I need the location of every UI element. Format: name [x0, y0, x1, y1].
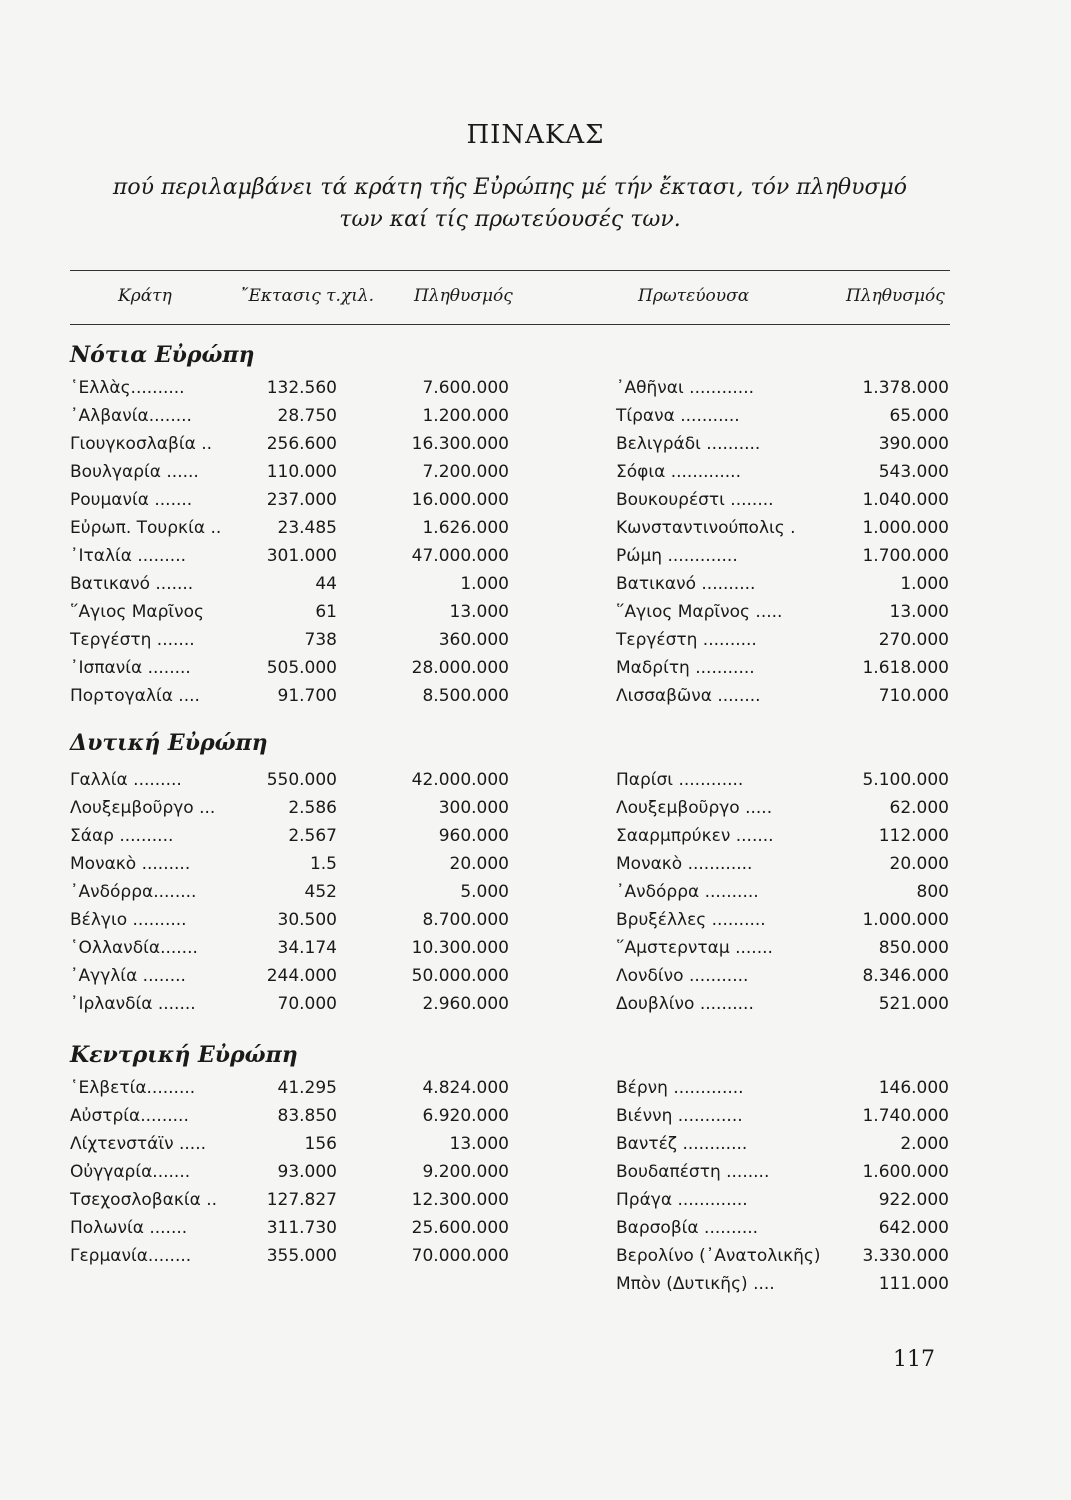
state-name: Αὐστρία.........	[70, 1106, 189, 1126]
state-population: 4.824.000	[422, 1078, 509, 1098]
table-row	[0, 490, 1071, 518]
capital-name: Τίρανα ...........	[616, 406, 740, 426]
subtitle-line-2: των καί τίς πρωτεύουσές των.	[339, 207, 681, 232]
state-name: ᾿Ιταλία .........	[70, 546, 187, 566]
state-name: ῾Ελβετία.........	[70, 1078, 196, 1098]
capital-population: 62.000	[889, 798, 949, 818]
capital-name: Λισσαβῶνα ........	[616, 686, 761, 706]
capital-population: 642.000	[878, 1218, 949, 1238]
table-row	[0, 770, 1071, 798]
state-name: Ρουμανία .......	[70, 490, 193, 510]
state-area: 110.000	[266, 462, 337, 482]
capital-name: Βελιγράδι ..........	[616, 434, 761, 454]
capital-name: ᾿Αθῆναι ............	[616, 378, 755, 398]
state-name: ῾Ελλὰς..........	[70, 378, 185, 398]
header-top-rule	[70, 270, 950, 271]
state-name: Μονακὸ .........	[70, 854, 191, 874]
capital-name: Βουκουρέστι ........	[616, 490, 774, 510]
state-area: 244.000	[266, 966, 337, 986]
page-title: ΠΙΝΑΚΑΣ	[466, 120, 605, 150]
state-area: 34.174	[277, 938, 337, 958]
state-population: 8.500.000	[422, 686, 509, 706]
table-row	[0, 546, 1071, 574]
capital-population: 20.000	[889, 854, 949, 874]
state-area: 550.000	[266, 770, 337, 790]
capital-name: Μπὸν (Δυτικῆς) ....	[616, 1274, 775, 1294]
page-number: 117	[893, 1347, 935, 1372]
column-header-population: Πληθυσμός	[414, 286, 513, 306]
section-title-south-europe: Νότια Εὐρώπη	[70, 342, 255, 368]
state-name: Βουλγαρία ......	[70, 462, 199, 482]
capital-population: 13.000	[889, 602, 949, 622]
column-header-capital: Πρωτεύουσα	[638, 286, 750, 306]
capital-population: 800	[916, 882, 949, 902]
capital-name: Μονακὸ ............	[616, 854, 753, 874]
capital-name: Βρυξέλλες ..........	[616, 910, 766, 930]
state-area: 2.567	[288, 826, 337, 846]
table-row	[0, 630, 1071, 658]
table-row	[0, 574, 1071, 602]
capital-population: 543.000	[878, 462, 949, 482]
state-area: 505.000	[266, 658, 337, 678]
capital-population: 850.000	[878, 938, 949, 958]
state-population: 9.200.000	[422, 1162, 509, 1182]
state-area: 132.560	[266, 378, 337, 398]
capital-population: 521.000	[878, 994, 949, 1014]
capital-population: 1.600.000	[862, 1162, 949, 1182]
state-name: ᾿Αλβανία........	[70, 406, 192, 426]
state-population: 50.000.000	[411, 966, 509, 986]
state-population: 20.000	[449, 854, 509, 874]
state-area: 83.850	[277, 1106, 337, 1126]
state-population: 13.000	[449, 1134, 509, 1154]
state-name: Γαλλία .........	[70, 770, 182, 790]
state-population: 1.626.000	[422, 518, 509, 538]
state-population: 1.200.000	[422, 406, 509, 426]
column-header-state: Κράτη	[118, 286, 172, 306]
capital-population: 1.000.000	[862, 518, 949, 538]
state-population: 300.000	[438, 798, 509, 818]
capital-population: 5.100.000	[862, 770, 949, 790]
column-header-area: ῎Εκτασις τ.χιλ.	[240, 286, 375, 306]
state-population: 360.000	[438, 630, 509, 650]
table-row	[0, 798, 1071, 826]
state-name: Γερμανία........	[70, 1246, 192, 1266]
capital-name: Κωνσταντινούπολις .	[616, 518, 796, 538]
capital-name: Σόφια .............	[616, 462, 741, 482]
capital-name: Βαντέζ ............	[616, 1134, 748, 1154]
table-row	[0, 1218, 1071, 1246]
table-row	[0, 882, 1071, 910]
state-population: 10.300.000	[411, 938, 509, 958]
state-name: ῞Αγιος Μαρῖνος	[70, 602, 205, 622]
capital-population: 270.000	[878, 630, 949, 650]
capital-name: Βιέννη ............	[616, 1106, 743, 1126]
table-row	[0, 378, 1071, 406]
capital-population: 3.330.000	[862, 1246, 949, 1266]
state-area: 355.000	[266, 1246, 337, 1266]
capital-name: Παρίσι ............	[616, 770, 744, 790]
capital-population: 710.000	[878, 686, 949, 706]
state-area: 41.295	[277, 1078, 337, 1098]
state-area: 61	[315, 602, 337, 622]
capital-name: Βουδαπέστη ........	[616, 1162, 770, 1182]
table-row	[0, 1106, 1071, 1134]
state-area: 1.5	[309, 854, 337, 874]
state-name: Πορτογαλία ....	[70, 686, 200, 706]
state-name: Οὐγγαρία.......	[70, 1162, 191, 1182]
capital-population: 112.000	[878, 826, 949, 846]
state-name: ᾿Ανδόρρα........	[70, 882, 197, 902]
capital-population: 1.618.000	[862, 658, 949, 678]
capital-population: 390.000	[878, 434, 949, 454]
state-name: Βέλγιο ..........	[70, 910, 187, 930]
state-name: Σάαρ ..........	[70, 826, 174, 846]
capital-name: ᾿Ανδόρρα ..........	[616, 882, 759, 902]
table-row	[0, 658, 1071, 686]
capital-population: 146.000	[878, 1078, 949, 1098]
capital-population: 111.000	[878, 1274, 949, 1294]
state-population: 13.000	[449, 602, 509, 622]
state-name: Γιουγκοσλαβία ..	[70, 434, 213, 454]
state-population: 16.300.000	[411, 434, 509, 454]
capital-name: Ρώμη .............	[616, 546, 738, 566]
table-row	[0, 462, 1071, 490]
state-area: 156	[304, 1134, 337, 1154]
table-row	[0, 994, 1071, 1022]
capital-population: 1.740.000	[862, 1106, 949, 1126]
state-area: 2.586	[288, 798, 337, 818]
capital-population: 8.346.000	[862, 966, 949, 986]
state-name: Λουξεμβοῦργο ...	[70, 798, 216, 818]
header-bottom-rule	[70, 324, 950, 325]
capital-population: 1.040.000	[862, 490, 949, 510]
state-population: 5.000	[460, 882, 509, 902]
state-population: 42.000.000	[411, 770, 509, 790]
state-population: 960.000	[438, 826, 509, 846]
capital-name: Τεργέστη ..........	[616, 630, 757, 650]
table-row	[0, 1162, 1071, 1190]
subtitle-line-1: πού περιλαμβάνει τά κράτη τῆς Εὐρώπης μέ τήν ἔκτασι, τόν πληθυσμό	[112, 175, 908, 200]
column-header-capital-population: Πληθυσμός	[846, 286, 945, 306]
table-row	[0, 826, 1071, 854]
table-row	[0, 1246, 1071, 1274]
capital-name: Λονδίνο ...........	[616, 966, 749, 986]
capital-name: Βέρνη .............	[616, 1078, 744, 1098]
state-population: 25.600.000	[411, 1218, 509, 1238]
capital-name: Μαδρίτη ...........	[616, 658, 755, 678]
state-area: 301.000	[266, 546, 337, 566]
state-population: 2.960.000	[422, 994, 509, 1014]
state-population: 70.000.000	[411, 1246, 509, 1266]
table-row	[0, 910, 1071, 938]
state-area: 91.700	[277, 686, 337, 706]
table-row	[0, 854, 1071, 882]
section-title-central-europe: Κεντρική Εὐρώπη	[70, 1042, 298, 1068]
capital-population: 2.000	[900, 1134, 949, 1154]
state-name: Βατικανό .......	[70, 574, 194, 594]
state-name: ᾿Αγγλία ........	[70, 966, 186, 986]
state-name: ᾿Ιρλανδία .......	[70, 994, 196, 1014]
table-row	[0, 1190, 1071, 1218]
state-area: 127.827	[266, 1190, 337, 1210]
capital-population: 1.000	[900, 574, 949, 594]
capital-population: 1.378.000	[862, 378, 949, 398]
capital-population: 922.000	[878, 1190, 949, 1210]
capital-population: 65.000	[889, 406, 949, 426]
table-row	[0, 518, 1071, 546]
state-name: ᾿Ισπανία ........	[70, 658, 191, 678]
table-row	[0, 1274, 1071, 1302]
capital-name: Βερολίνο (᾿Ανατολικῆς)	[616, 1246, 821, 1266]
table-row	[0, 602, 1071, 630]
capital-name: ῞Αγιος Μαρῖνος .....	[616, 602, 783, 622]
state-name: Τεργέστη .......	[70, 630, 195, 650]
capital-population: 1.000.000	[862, 910, 949, 930]
capital-name: ῞Αμστερνταμ .......	[616, 938, 773, 958]
table-row	[0, 1134, 1071, 1162]
state-area: 30.500	[277, 910, 337, 930]
state-population: 7.600.000	[422, 378, 509, 398]
capital-population: 1.700.000	[862, 546, 949, 566]
state-area: 452	[304, 882, 337, 902]
state-population: 16.000.000	[411, 490, 509, 510]
section-title-west-europe: Δυτική Εὐρώπη	[70, 730, 268, 756]
table-row	[0, 406, 1071, 434]
state-area: 44	[315, 574, 337, 594]
capital-name: Σααρμπρύκεν .......	[616, 826, 774, 846]
table-row	[0, 1078, 1071, 1106]
page-subtitle	[70, 172, 950, 236]
state-area: 237.000	[266, 490, 337, 510]
state-area: 70.000	[277, 994, 337, 1014]
state-population: 47.000.000	[411, 546, 509, 566]
capital-name: Λουξεμβοῦργο .....	[616, 798, 773, 818]
state-area: 93.000	[277, 1162, 337, 1182]
table-row	[0, 938, 1071, 966]
state-area: 23.485	[277, 518, 337, 538]
state-area: 28.750	[277, 406, 337, 426]
capital-name: Πράγα .............	[616, 1190, 748, 1210]
state-name: Τσεχοσλοβακία ..	[70, 1190, 218, 1210]
table-row	[0, 686, 1071, 714]
state-area: 311.730	[266, 1218, 337, 1238]
table-row	[0, 434, 1071, 462]
state-population: 6.920.000	[422, 1106, 509, 1126]
state-name: Πολωνία .......	[70, 1218, 188, 1238]
state-name: Λίχτενστάϊν .....	[70, 1134, 207, 1154]
capital-name: Βαρσοβία ..........	[616, 1218, 759, 1238]
state-area: 738	[304, 630, 337, 650]
state-population: 12.300.000	[411, 1190, 509, 1210]
state-population: 7.200.000	[422, 462, 509, 482]
capital-name: Δουβλίνο ..........	[616, 994, 754, 1014]
table-row	[0, 966, 1071, 994]
state-population: 28.000.000	[411, 658, 509, 678]
state-population: 8.700.000	[422, 910, 509, 930]
state-area: 256.600	[266, 434, 337, 454]
state-name: ῾Ολλανδία.......	[70, 938, 198, 958]
state-population: 1.000	[460, 574, 509, 594]
state-name: Εὐρωπ. Τουρκία ..	[70, 518, 222, 538]
capital-name: Βατικανό ..........	[616, 574, 756, 594]
